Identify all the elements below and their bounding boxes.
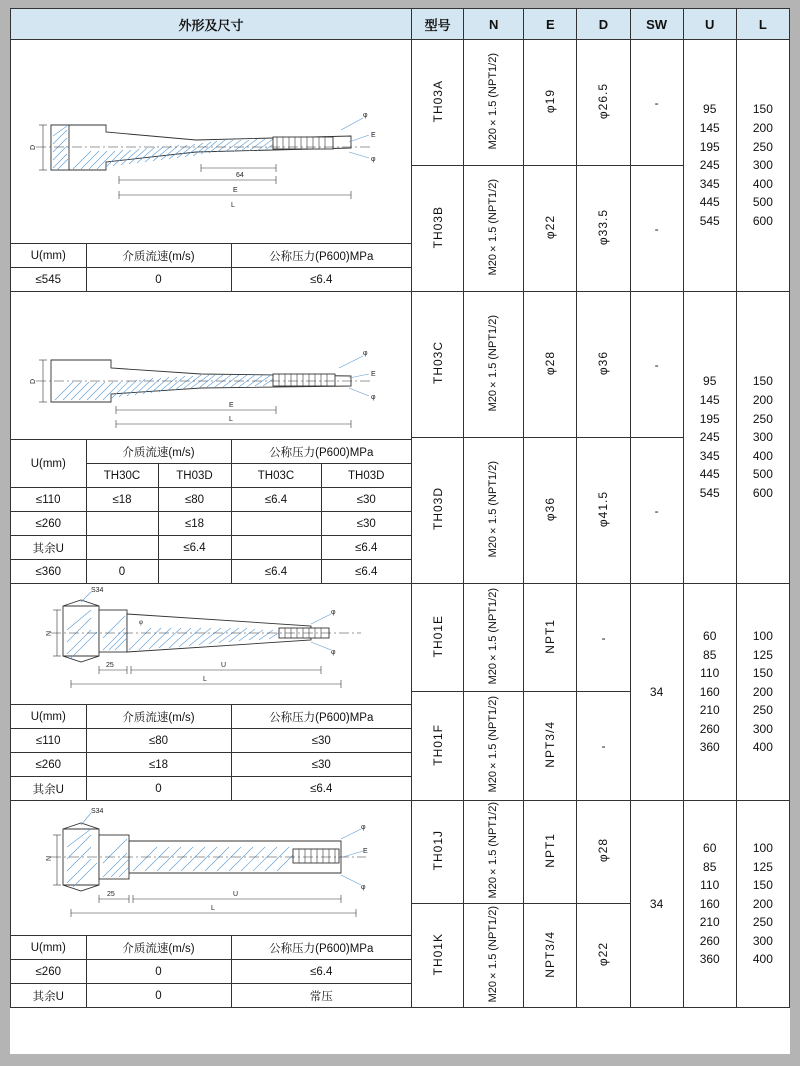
spec-2-sh-3: TH03D: [321, 464, 411, 488]
model-th03b: [412, 166, 464, 292]
spec-2-c14: ≤30: [321, 512, 411, 536]
d-th03a: [577, 40, 630, 166]
spec-3-c11: ≤18: [86, 753, 231, 777]
sw-th03d: -: [630, 438, 683, 584]
spec-2-row-1: [11, 512, 411, 536]
n-th01f: [464, 692, 524, 801]
model-th03d: [412, 438, 464, 584]
svg-text:φ: φ: [331, 649, 336, 656]
u-2-3: 245: [699, 430, 720, 445]
group-3-row-e: [11, 584, 790, 692]
drawing-th03c: [11, 292, 411, 439]
l-2-0: 150: [752, 374, 773, 389]
e-th03a: [524, 40, 577, 166]
n-th03a-label: M20×1.5 (NPT1/2): [486, 52, 499, 150]
l-4-2: 150: [752, 878, 773, 893]
l-2-1: 200: [752, 393, 773, 408]
n-th03c-label: M20×1.5 (NPT1/2): [486, 314, 499, 412]
u-4-3: 160: [699, 896, 720, 911]
header-n: N: [464, 9, 524, 40]
spec-1-h-u: U(mm): [11, 244, 86, 268]
spec-4-row-1: [11, 984, 411, 1008]
u-3-6: 360: [699, 740, 720, 755]
e-th01f-label: NPT3/4: [543, 721, 558, 768]
main-table: [10, 8, 790, 1008]
d-th03a-label: φ26.5: [596, 82, 611, 120]
u-3-5: 260: [699, 721, 720, 736]
spec-table-3: [11, 704, 411, 800]
l-4-4: 250: [752, 915, 773, 930]
l-4-1: 125: [752, 859, 773, 874]
spec-2-h-velocity: 介质流速(m/s): [86, 440, 231, 464]
model-th03d-label: TH03D: [430, 487, 445, 531]
spec-2-c00: ≤110: [11, 488, 86, 512]
n-th03d-label: M20×1.5 (NPT1/2): [486, 460, 499, 558]
spec-3-c01: ≤80: [86, 729, 231, 753]
l-1-3: 300: [752, 158, 773, 173]
d-th03b: [577, 166, 630, 292]
u-3-0: 60: [703, 628, 717, 643]
sw-th03a: -: [630, 40, 683, 166]
model-th03c-label: TH03C: [430, 341, 445, 385]
spec-1-h-pressure: 公称压力(P600)MPa: [231, 244, 411, 268]
sw-th03c: -: [630, 292, 683, 438]
u-4-0: 60: [703, 840, 717, 855]
spec-4-c11: 0: [86, 984, 231, 1008]
spec-2-sh-0: TH30C: [86, 464, 158, 488]
d-th01j: [577, 801, 630, 904]
l-4-3: 200: [752, 896, 773, 911]
group-2-drawing-cell: [11, 292, 412, 584]
spec-2-c13: [231, 512, 321, 536]
l-2-5: 500: [752, 467, 773, 482]
drawing-svg-1: [11, 40, 411, 215]
model-th01j: [412, 801, 464, 904]
spec-4-header-row: [11, 936, 411, 960]
e-th03b-label: φ22: [543, 214, 558, 240]
u-2-2: 195: [699, 411, 720, 426]
spec-1-row-0: [11, 268, 411, 292]
header-l: L: [736, 9, 789, 40]
u-list-group-4: [683, 801, 736, 1008]
spec-2-row-0: [11, 488, 411, 512]
l-3-2: 150: [752, 666, 773, 681]
u-1-0: 95: [703, 102, 717, 117]
u-1-6: 545: [699, 213, 720, 228]
u-list-group-3: [683, 584, 736, 801]
e-th03d: [524, 438, 577, 584]
svg-text:U: U: [221, 662, 227, 669]
l-3-4: 250: [752, 703, 773, 718]
drawing-svg-4: [11, 801, 411, 931]
table-header-row: [11, 9, 790, 40]
l-1-0: 150: [752, 102, 773, 117]
spec-1-header-row: [11, 244, 411, 268]
model-th01f-label: TH01F: [430, 723, 445, 766]
spec-2-group-header-row: [11, 440, 411, 464]
n-th03b: [464, 166, 524, 292]
n-th01e-label: M20×1.5 (NPT1/2): [486, 587, 499, 685]
svg-text:N: N: [46, 630, 53, 636]
group-1-row-a: [11, 40, 790, 166]
spec-4-h-velocity: 介质流速(m/s): [86, 936, 231, 960]
spec-2-sh-2: TH03C: [231, 464, 321, 488]
sw-group-3: 34: [630, 584, 683, 801]
n-th03a: [464, 40, 524, 166]
spec-3-h-velocity: 介质流速(m/s): [86, 705, 231, 729]
svg-text:φ: φ: [371, 394, 376, 401]
l-list-group-2: [736, 292, 789, 584]
svg-text:D: D: [30, 378, 37, 384]
spec-3-h-u: U(mm): [11, 705, 86, 729]
spec-2-c34: ≤6.4: [321, 560, 411, 584]
d-th03b-label: φ33.5: [596, 208, 611, 246]
spec-2-h-pressure: 公称压力(P600)MPa: [231, 440, 411, 464]
n-th01k: [464, 904, 524, 1008]
svg-text:φ: φ: [371, 156, 376, 163]
spec-1-c00: ≤545: [11, 268, 86, 292]
l-list-group-1: [736, 40, 789, 292]
header-u: U: [683, 9, 736, 40]
svg-text:L: L: [231, 202, 235, 209]
l-3-3: 200: [752, 684, 773, 699]
spec-2-h-u: U(mm): [11, 440, 86, 488]
l-list-group-4: [736, 801, 789, 1008]
u-4-2: 110: [700, 878, 720, 893]
spec-table-1: [11, 243, 411, 291]
n-th03c: [464, 292, 524, 438]
model-th01j-label: TH01J: [430, 830, 445, 871]
svg-text:E: E: [229, 402, 234, 409]
spec-2-c21: [86, 536, 158, 560]
l-4-6: 400: [752, 952, 773, 967]
spec-4-h-u: U(mm): [11, 936, 86, 960]
l-1-1: 200: [752, 121, 773, 136]
svg-text:φ: φ: [363, 350, 368, 357]
e-th01k: [524, 904, 577, 1008]
group-4-row-j: [11, 801, 790, 904]
e-th03a-label: φ19: [543, 88, 558, 114]
e-th01k-label: NPT3/4: [543, 930, 558, 978]
model-th03c: [412, 292, 464, 438]
header-model: 型号: [412, 9, 464, 40]
model-th03a: [412, 40, 464, 166]
l-2-2: 250: [752, 411, 773, 426]
spec-2-c23: [231, 536, 321, 560]
l-1-4: 400: [752, 176, 773, 191]
spec-3-h-pressure: 公称压力(P600)MPa: [231, 705, 411, 729]
n-th03b-label: M20×1.5 (NPT1/2): [486, 178, 499, 276]
drawing-svg-2: [11, 292, 411, 437]
sw-group-4: 34: [630, 801, 683, 1008]
datasheet-table: [10, 8, 790, 1054]
d-th03c: [577, 292, 630, 438]
e-th01j: [524, 801, 577, 904]
u-3-2: 110: [700, 666, 720, 681]
n-th03d: [464, 438, 524, 584]
u-1-4: 345: [699, 176, 720, 191]
header-d: D: [577, 9, 630, 40]
l-1-5: 500: [752, 195, 773, 210]
svg-text:S34: S34: [91, 808, 104, 815]
model-th01f: [412, 692, 464, 801]
l-list-group-3: [736, 584, 789, 801]
u-2-0: 95: [703, 374, 717, 389]
d-th03d: [577, 438, 630, 584]
model-th01k: [412, 904, 464, 1008]
u-4-6: 360: [699, 952, 720, 967]
spec-1-c02: ≤6.4: [231, 268, 411, 292]
u-list-group-1: [683, 40, 736, 292]
spec-2-c31: 0: [86, 560, 158, 584]
spec-4-c02: ≤6.4: [231, 960, 411, 984]
n-th01e: [464, 584, 524, 692]
spec-4-c10: 其余U: [11, 984, 86, 1008]
header-e: E: [524, 9, 577, 40]
spec-2-c10: ≤260: [11, 512, 86, 536]
spec-2-c04: ≤30: [321, 488, 411, 512]
group-2-row-c: [11, 292, 790, 438]
model-th03b-label: TH03B: [430, 205, 445, 249]
spec-2-row-3: [11, 560, 411, 584]
spec-2-c32: [158, 560, 231, 584]
spec-1-h-velocity: 介质流速(m/s): [86, 244, 231, 268]
svg-text:N: N: [46, 855, 53, 861]
e-th01e: [524, 584, 577, 692]
d-th01k-label: φ22: [596, 941, 611, 967]
spec-3-c02: ≤30: [231, 729, 411, 753]
svg-text:φ: φ: [331, 609, 336, 616]
spec-2-c24: ≤6.4: [321, 536, 411, 560]
spec-3-c00: ≤110: [11, 729, 86, 753]
e-th03b: [524, 166, 577, 292]
model-th03a-label: TH03A: [430, 79, 445, 123]
group-1-drawing-cell: [11, 40, 412, 292]
svg-text:L: L: [211, 905, 215, 912]
spec-2-c03: ≤6.4: [231, 488, 321, 512]
spec-3-c10: ≤260: [11, 753, 86, 777]
l-1-2: 250: [752, 139, 773, 154]
e-th03d-label: φ36: [543, 496, 558, 522]
d-th03c-label: φ36: [596, 350, 611, 376]
spec-3-row-0: [11, 729, 411, 753]
header-sw: SW: [630, 9, 683, 40]
l-4-5: 300: [752, 933, 773, 948]
svg-text:S34: S34: [91, 587, 104, 594]
spec-4-c00: ≤260: [11, 960, 86, 984]
spec-2-row-2: [11, 536, 411, 560]
model-th01k-label: TH01K: [430, 932, 445, 976]
u-1-1: 145: [699, 121, 720, 136]
l-3-0: 100: [752, 628, 773, 643]
spec-table-2: [11, 439, 411, 583]
spec-1-c01: 0: [86, 268, 231, 292]
spec-3-c22: ≤6.4: [231, 777, 411, 801]
svg-text:L: L: [229, 416, 233, 423]
group-3-drawing-cell: [11, 584, 412, 801]
svg-text:64: 64: [236, 172, 244, 179]
svg-text:φ: φ: [361, 884, 366, 891]
svg-text:U: U: [233, 891, 239, 898]
spec-2-c01: ≤18: [86, 488, 158, 512]
drawing-th03a: [11, 40, 411, 243]
spec-4-c12: 常压: [231, 984, 411, 1008]
u-4-5: 260: [699, 933, 720, 948]
d-th03d-label: φ41.5: [596, 490, 611, 528]
u-1-2: 195: [699, 139, 720, 154]
svg-text:φ: φ: [139, 620, 143, 626]
spec-2-c33: ≤6.4: [231, 560, 321, 584]
svg-text:φ: φ: [361, 824, 366, 831]
n-th01j-label: M20×1.5 (NPT1/2): [486, 802, 499, 899]
spec-2-c02: ≤80: [158, 488, 231, 512]
spec-table-4: [11, 935, 411, 1007]
u-1-5: 445: [699, 195, 720, 210]
spec-2-c11: [86, 512, 158, 536]
svg-text:E: E: [363, 848, 368, 855]
e-th03c: [524, 292, 577, 438]
spec-4-c01: 0: [86, 960, 231, 984]
n-th01k-label: M20×1.5 (NPT1/2): [486, 905, 499, 1003]
u-3-3: 160: [699, 684, 720, 699]
l-3-6: 400: [752, 740, 773, 755]
u-4-1: 85: [703, 859, 717, 874]
spec-2-c30: ≤360: [11, 560, 86, 584]
sw-th03b: -: [630, 166, 683, 292]
svg-text:E: E: [371, 132, 376, 139]
spec-3-c21: 0: [86, 777, 231, 801]
svg-text:E: E: [371, 371, 376, 378]
u-2-6: 545: [699, 485, 720, 500]
spec-2-sh-1: TH03D: [158, 464, 231, 488]
u-2-1: 145: [699, 393, 720, 408]
n-th01f-label: M20×1.5 (NPT1/2): [486, 696, 499, 793]
d-th01e: -: [577, 584, 630, 692]
spec-3-c20: 其余U: [11, 777, 86, 801]
u-2-4: 345: [699, 448, 720, 463]
model-th01e: [412, 584, 464, 692]
spec-3-row-1: [11, 753, 411, 777]
l-2-4: 400: [752, 448, 773, 463]
d-th01k: [577, 904, 630, 1008]
u-3-1: 85: [703, 647, 717, 662]
l-3-5: 300: [752, 721, 773, 736]
spec-3-row-2: [11, 777, 411, 801]
svg-text:φ: φ: [363, 112, 368, 119]
u-4-4: 210: [699, 915, 720, 930]
spec-2-c22: ≤6.4: [158, 536, 231, 560]
model-th01e-label: TH01E: [430, 614, 445, 658]
svg-text:E: E: [233, 187, 238, 194]
e-th01f: [524, 692, 577, 801]
u-list-group-2: [683, 292, 736, 584]
e-th03c-label: φ28: [543, 350, 558, 376]
drawing-svg-3: [11, 584, 411, 699]
u-1-3: 245: [699, 158, 720, 173]
u-3-4: 210: [699, 703, 720, 718]
drawing-th01e: [11, 584, 411, 704]
spec-4-row-0: [11, 960, 411, 984]
svg-text:D: D: [30, 144, 37, 150]
spec-3-c12: ≤30: [231, 753, 411, 777]
e-th01e-label: NPT1: [543, 618, 558, 654]
l-1-6: 600: [752, 213, 773, 228]
l-2-6: 600: [752, 485, 773, 500]
d-th01j-label: φ28: [596, 838, 611, 863]
l-4-0: 100: [752, 840, 773, 855]
spec-3-header-row: [11, 705, 411, 729]
drawing-th01j: [11, 801, 411, 935]
svg-text:L: L: [203, 676, 207, 683]
spec-4-h-pressure: 公称压力(P600)MPa: [231, 936, 411, 960]
group-4-drawing-cell: [11, 801, 412, 1008]
svg-text:25: 25: [107, 891, 115, 898]
spec-2-c20: 其余U: [11, 536, 86, 560]
e-th01j-label: NPT1: [543, 833, 558, 868]
l-2-3: 300: [752, 430, 773, 445]
l-3-1: 125: [752, 647, 773, 662]
svg-text:25: 25: [106, 662, 114, 669]
n-th01j: [464, 801, 524, 904]
d-th01f: -: [577, 692, 630, 801]
header-dimensions: 外形及尺寸: [11, 9, 412, 40]
spec-2-c12: ≤18: [158, 512, 231, 536]
u-2-5: 445: [699, 467, 720, 482]
